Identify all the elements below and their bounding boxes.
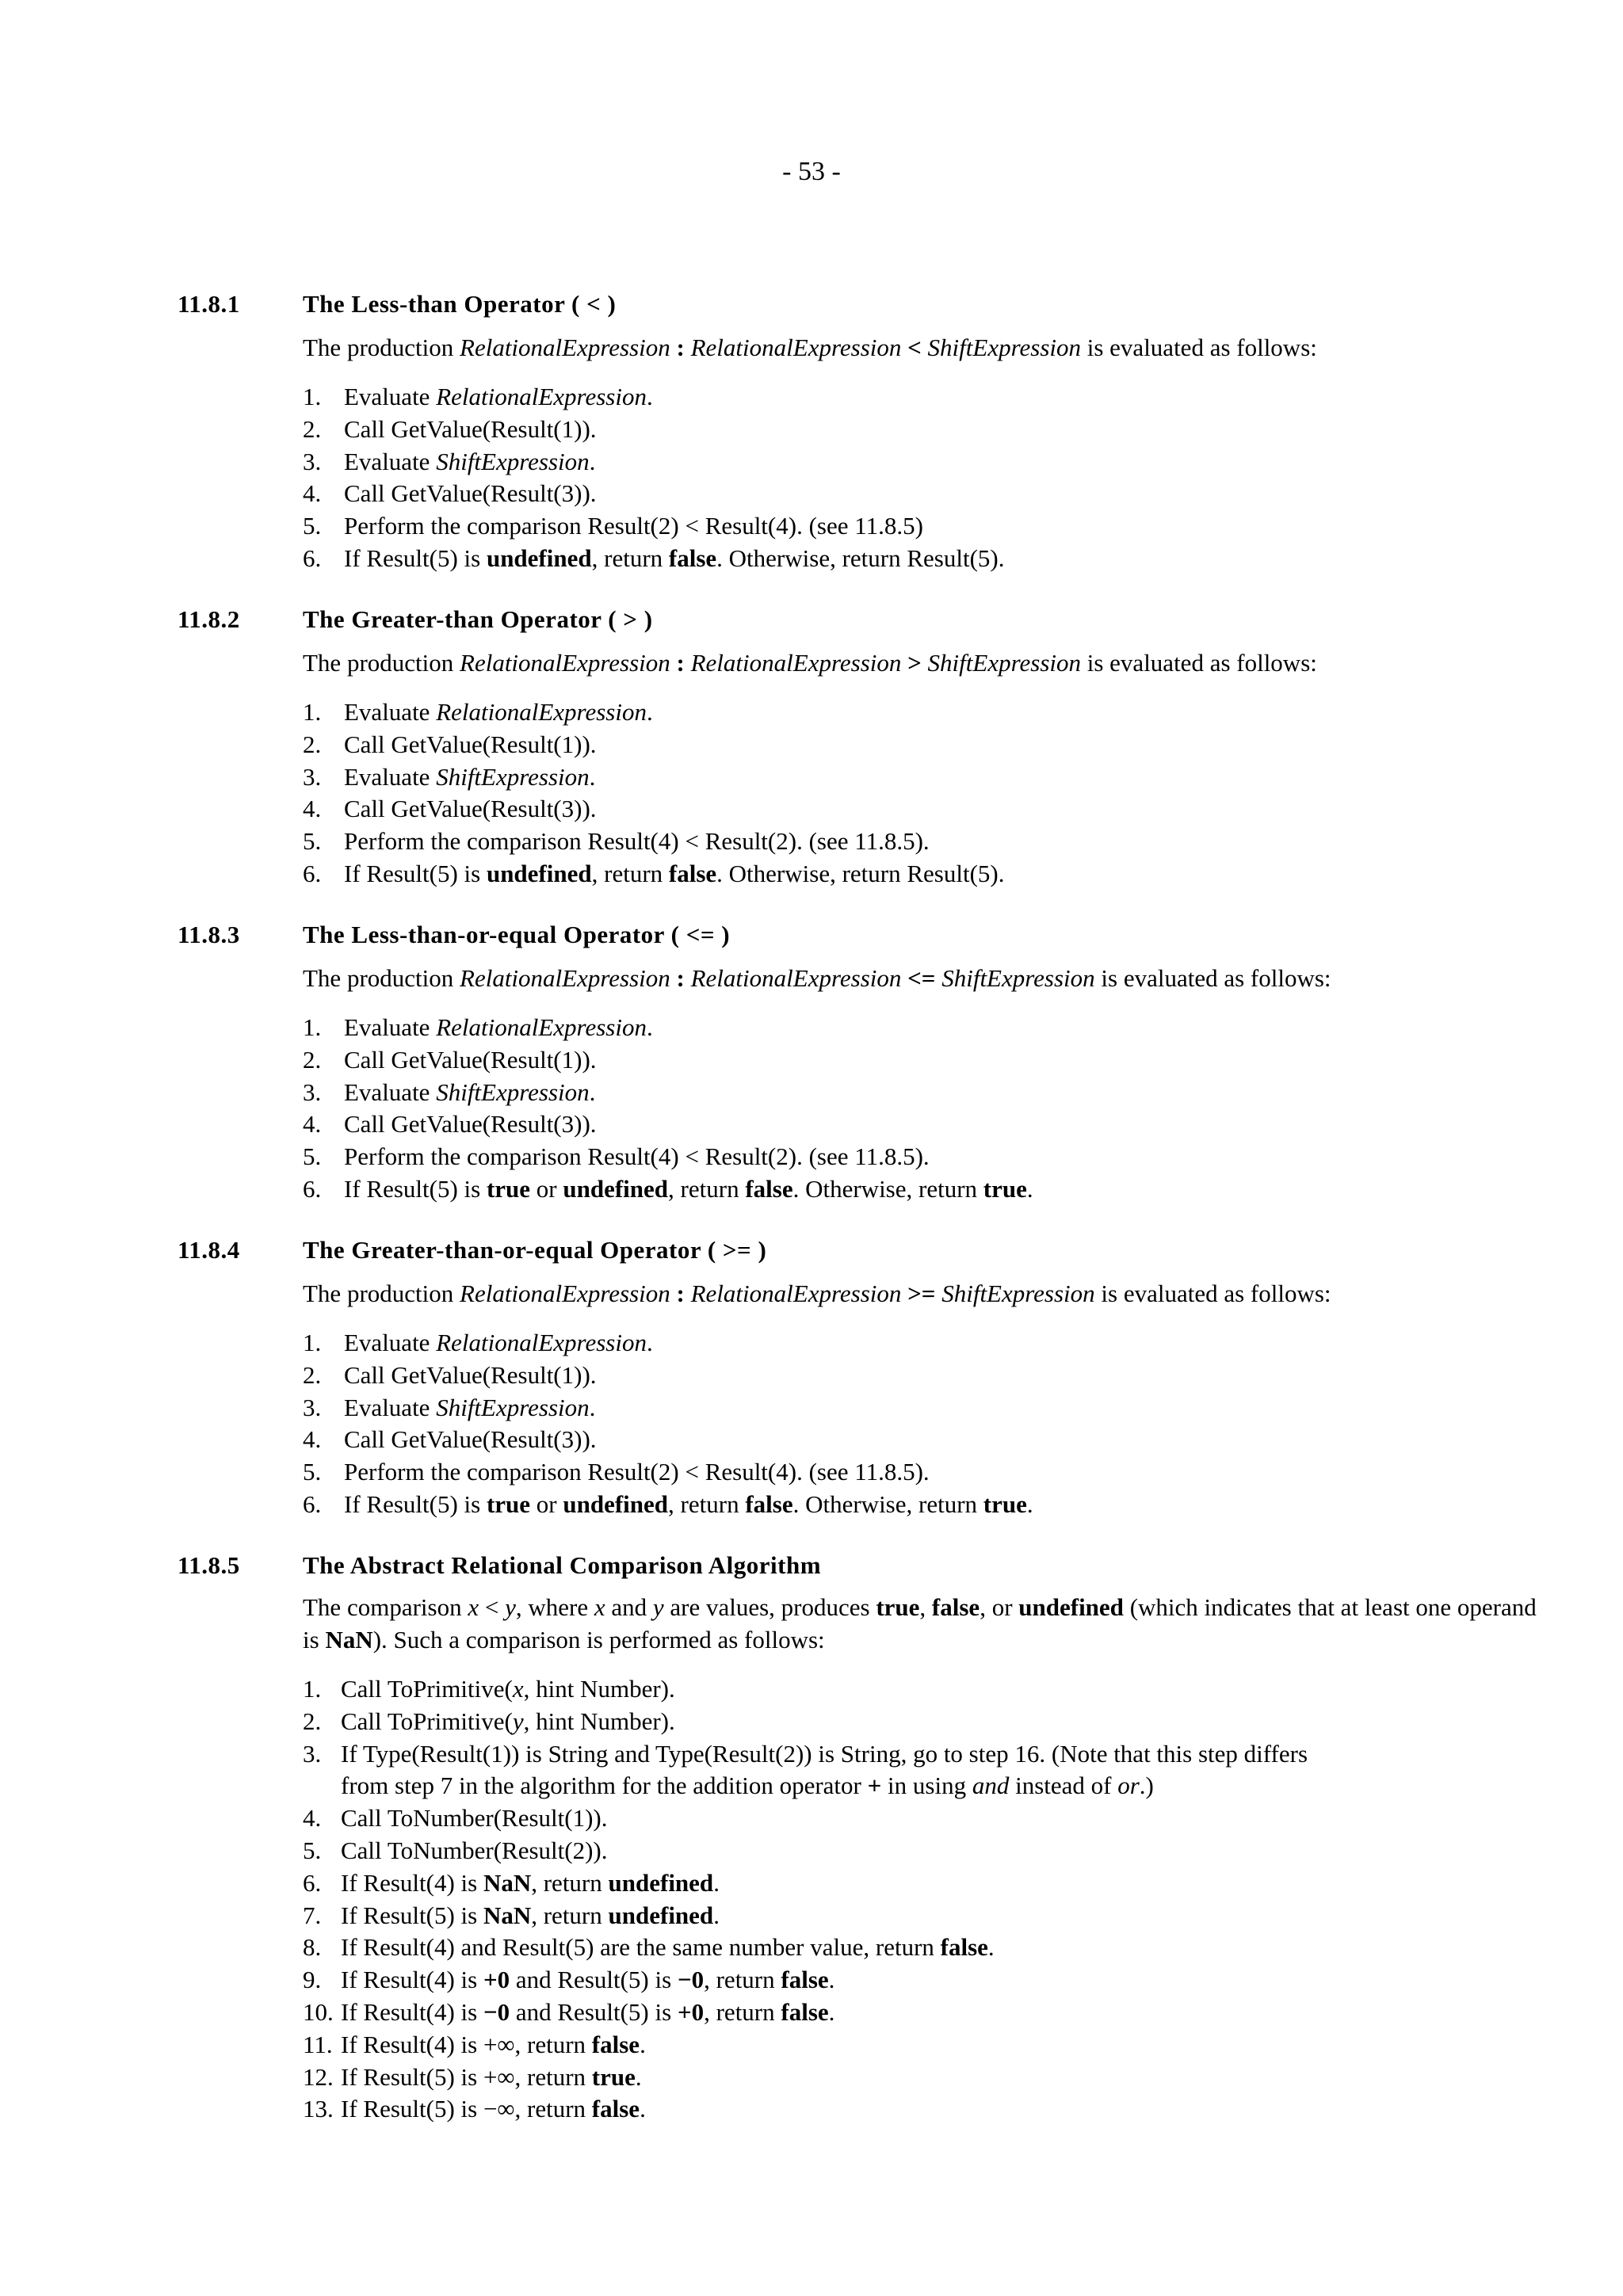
list-item: 1. Evaluate RelationalExpression. [303, 1013, 653, 1041]
list-item: 5. Call ToNumber(Result(2)). [303, 1836, 608, 1864]
section-title: The Abstract Relational Comparison Algorithm [303, 1551, 822, 1579]
list-item: 4. Call GetValue(Result(3)). [303, 1425, 597, 1454]
list-item: 12. If Result(5) is +∞, return true. [303, 2062, 642, 2091]
list-item: 6. If Result(4) is NaN, return undefined. [303, 1868, 720, 1897]
list-item: 5. Perform the comparison Result(4) < Result(2). (see 11.8.5). [303, 827, 930, 856]
list-item: 5. Perform the comparison Result(2) < Result(4). (see 11.8.5) [303, 512, 923, 540]
section-intro: The production RelationalExpression : RelationalExpression > ShiftExpression is evaluated as follows: [303, 649, 1317, 677]
list-item: 3. Evaluate ShiftExpression. [303, 447, 596, 475]
page-number: - 53 - [782, 157, 841, 186]
list-item: 6. If Result(5) is true or undefined, return false. Otherwise, return true. [303, 1489, 1033, 1518]
list-item: 5. Perform the comparison Result(4) < Result(2). (see 11.8.5). [303, 1142, 930, 1171]
section-number: 11.8.1 [178, 290, 240, 318]
section-title: The Less-than-or-equal Operator ( <= ) [303, 921, 731, 948]
section-intro: The production RelationalExpression : RelationalExpression >= ShiftExpression is evaluated as follows: [303, 1280, 1331, 1307]
list-item: 3. Evaluate ShiftExpression. [303, 762, 596, 791]
section-intro: The production RelationalExpression : RelationalExpression < ShiftExpression is evaluated as follows: [303, 334, 1317, 361]
list-item: 4. Call GetValue(Result(3)). [303, 1110, 597, 1138]
section-number: 11.8.2 [178, 605, 240, 633]
list-item: 11. If Result(4) is +∞, return false. [303, 2030, 646, 2058]
list-item: 2. Call GetValue(Result(1)). [303, 1360, 597, 1389]
list-item: 1. Evaluate RelationalExpression. [303, 383, 653, 410]
list-item: 5. Perform the comparison Result(2) < Result(4). (see 11.8.5). [303, 1458, 930, 1486]
list-item: 2. Call GetValue(Result(1)). [303, 1045, 597, 1074]
section-intro: The production RelationalExpression : RelationalExpression <= ShiftExpression is evaluated as follows: [303, 964, 1331, 992]
list-item: 4. Call GetValue(Result(3)). [303, 479, 597, 508]
section-number: 11.8.5 [178, 1551, 240, 1579]
list-item: 10. If Result(4) is −0 and Result(5) is +0, return false. [303, 1997, 835, 2026]
list-item: 1. Call ToPrimitive(x, hint Number). [303, 1675, 675, 1703]
section-title: The Less-than Operator ( < ) [303, 290, 617, 318]
list-item: 1. Evaluate RelationalExpression. [303, 1329, 653, 1356]
step-list [303, 696, 1549, 891]
list-item: 2. Call GetValue(Result(1)). [303, 414, 597, 443]
section-title: The Greater-than Operator ( > ) [303, 605, 653, 633]
section-number: 11.8.3 [178, 921, 240, 948]
list-item: 13. If Result(5) is −∞, return false. [303, 2095, 646, 2123]
list-item: 6. If Result(5) is undefined, return false. Otherwise, return Result(5). [303, 543, 1005, 572]
section-intro: The comparison x < y, where x and y are values, produces true, false, or undefined (which indicates that at least one operand is NaN). Such a comparison is performed as follows: [303, 1593, 1537, 1653]
list-item: 9. If Result(4) is +0 and Result(5) is −0, return false. [303, 1966, 835, 1994]
step-list [303, 381, 1549, 575]
step-list [303, 1012, 1549, 1206]
list-item: 2. Call GetValue(Result(1)). [303, 730, 597, 758]
list-item: 4. Call GetValue(Result(3)). [303, 795, 597, 823]
list-item: 2. Call ToPrimitive(y, hint Number). [303, 1707, 675, 1735]
list-item: 3. Evaluate ShiftExpression. [303, 1393, 596, 1421]
section-number: 11.8.4 [178, 1236, 240, 1264]
section-title: The Greater-than-or-equal Operator ( >= ) [303, 1236, 767, 1264]
list-item: 3. If Type(Result(1)) is String and Type(Result(2)) is String, go to step 16. (Note that this step differs from step 7 in the algorithm for the addition operator + in using and instead of or.) [303, 1739, 1308, 1800]
list-item: 4. Call ToNumber(Result(1)). [303, 1804, 608, 1833]
step-list [303, 1673, 1549, 2126]
list-item: 1. Evaluate RelationalExpression. [303, 698, 653, 726]
list-item: 3. Evaluate ShiftExpression. [303, 1077, 596, 1106]
step-list [303, 1327, 1549, 1521]
list-item: 6. If Result(5) is true or undefined, return false. Otherwise, return true. [303, 1174, 1033, 1203]
list-item: 6. If Result(5) is undefined, return false. Otherwise, return Result(5). [303, 859, 1005, 887]
list-item: 7. If Result(5) is NaN, return undefined. [303, 1901, 720, 1929]
list-item: 8. If Result(4) and Result(5) are the same number value, return false. [303, 1933, 995, 1962]
